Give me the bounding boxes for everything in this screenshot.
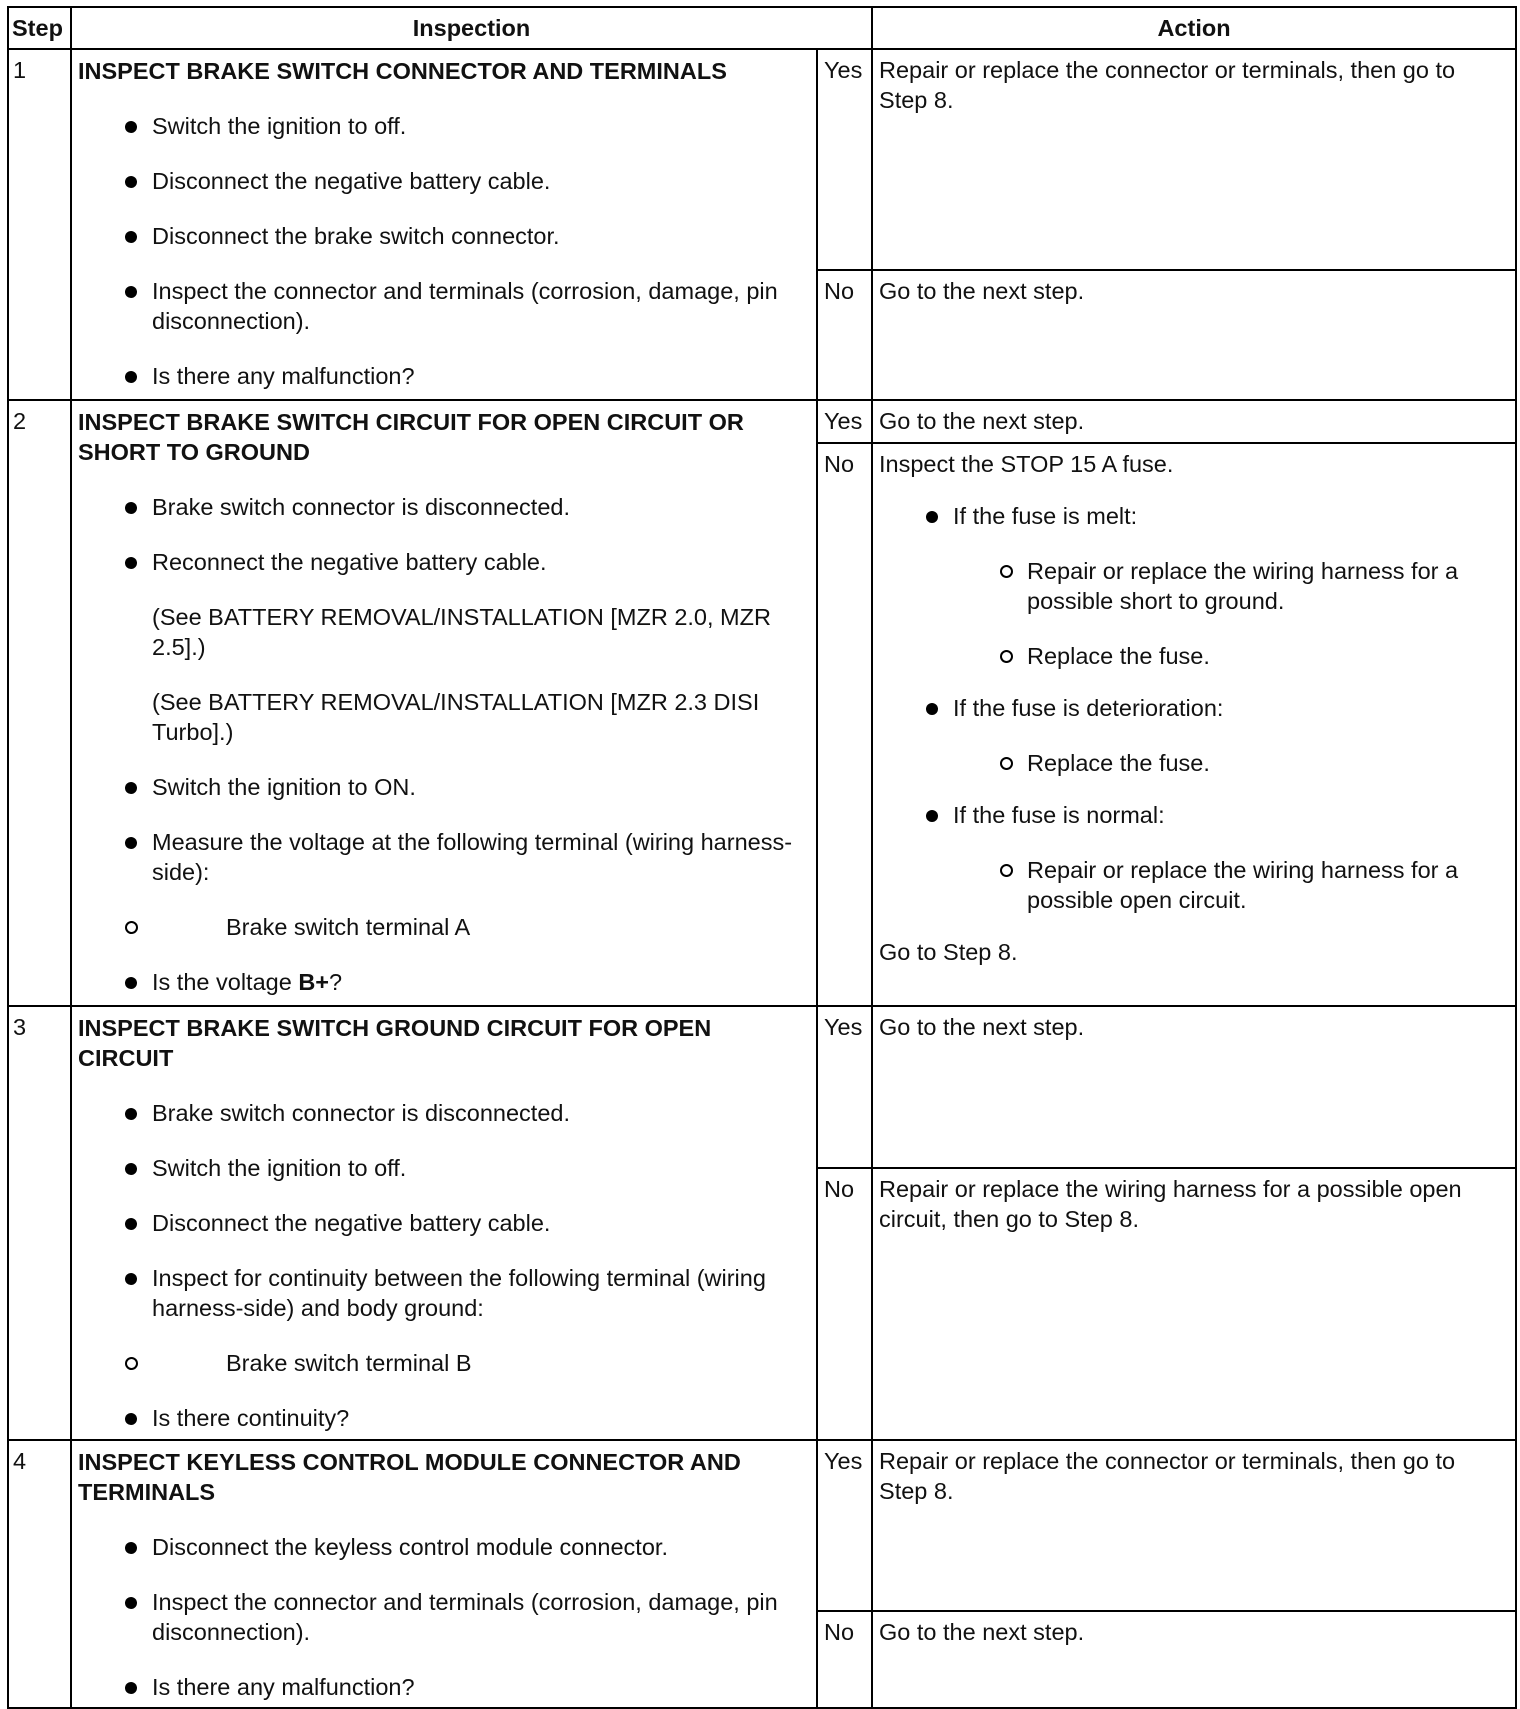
yes-action: Repair or replace the connector or terminals, then go to Step 8. bbox=[872, 49, 1516, 270]
step-4-row-yes bbox=[8, 1440, 1516, 1611]
step-inspection bbox=[71, 1440, 817, 1708]
step-inspection bbox=[71, 49, 817, 400]
step-number: 2 bbox=[8, 400, 71, 1006]
inspection-header: Inspection bbox=[71, 7, 872, 49]
inspection-bullet: Disconnect the keyless control module connector. bbox=[78, 1532, 810, 1562]
inspection-bullet: Is there continuity? bbox=[78, 1403, 810, 1433]
terminal-sub-item: Brake switch terminal B bbox=[78, 1348, 810, 1378]
yes-action: Repair or replace the connector or terminals, then go to Step 8. bbox=[872, 1440, 1516, 1611]
step-number: 4 bbox=[8, 1440, 71, 1708]
no-action: Repair or replace the wiring harness for a possible open circuit, then go to Step 8. bbox=[872, 1168, 1516, 1440]
fuse-case: If the fuse is deterioration: Replace the fuse. bbox=[879, 693, 1509, 778]
inspection-bullet: Is there any malfunction? bbox=[78, 1672, 810, 1702]
no-action bbox=[872, 443, 1516, 1006]
yes-label: Yes bbox=[817, 49, 872, 270]
inspection-bullet: Switch the ignition to ON. bbox=[78, 772, 810, 802]
yes-label: Yes bbox=[817, 400, 872, 443]
inspection-bullet: Disconnect the negative battery cable. bbox=[78, 1208, 810, 1238]
step-inspection bbox=[71, 1006, 817, 1440]
inspection-bullet: Inspect the connector and terminals (corrosion, damage, pin disconnection). bbox=[78, 1587, 810, 1647]
inspection-bullet: Switch the ignition to off. bbox=[78, 1153, 810, 1183]
inspection-bullet: Switch the ignition to off. bbox=[78, 111, 810, 141]
inspection-bullet: Brake switch connector is disconnected. bbox=[78, 1098, 810, 1128]
fuse-case: If the fuse is melt: Repair or replace the wiring harness for a possible short to ground. Replace the fuse. bbox=[879, 501, 1509, 671]
step-number: 3 bbox=[8, 1006, 71, 1440]
fuse-case-action: Repair or replace the wiring harness for a possible short to ground. bbox=[953, 556, 1509, 616]
no-label: No bbox=[817, 270, 872, 400]
inspection-table bbox=[7, 6, 1517, 1709]
fuse-case-action: Replace the fuse. bbox=[953, 641, 1509, 671]
fuse-case-action: Replace the fuse. bbox=[953, 748, 1509, 778]
yes-label: Yes bbox=[817, 1006, 872, 1168]
reference-note: (See BATTERY REMOVAL/INSTALLATION [MZR 2.0, MZR 2.5].) bbox=[152, 604, 771, 660]
no-action-tail: Go to Step 8. bbox=[879, 939, 1018, 965]
step-title: INSPECT BRAKE SWITCH CONNECTOR AND TERMINALS bbox=[78, 58, 727, 84]
inspection-bullet: Is the voltage B+? bbox=[78, 967, 810, 997]
step-2-row-yes bbox=[8, 400, 1516, 443]
header-row bbox=[8, 7, 1516, 49]
yes-action: Go to the next step. bbox=[872, 400, 1516, 443]
fuse-case: If the fuse is normal: Repair or replace the wiring harness for a possible open circuit. bbox=[879, 800, 1509, 915]
inspection-bullet: Disconnect the negative battery cable. bbox=[78, 166, 810, 196]
inspection-bullet: Brake switch connector is disconnected. bbox=[78, 492, 810, 522]
step-title: INSPECT KEYLESS CONTROL MODULE CONNECTOR AND TERMINALS bbox=[78, 1449, 741, 1505]
no-action: Go to the next step. bbox=[872, 1611, 1516, 1708]
step-number: 1 bbox=[8, 49, 71, 400]
action-header: Action bbox=[872, 7, 1516, 49]
yes-action: Go to the next step. bbox=[872, 1006, 1516, 1168]
no-label: No bbox=[817, 443, 872, 1006]
inspection-bullet: Is there any malfunction? bbox=[78, 361, 810, 391]
step-title: INSPECT BRAKE SWITCH GROUND CIRCUIT FOR OPEN CIRCUIT bbox=[78, 1015, 712, 1071]
step-header: Step bbox=[8, 7, 71, 49]
reference-note: (See BATTERY REMOVAL/INSTALLATION [MZR 2.3 DISI Turbo].) bbox=[152, 689, 760, 745]
no-label: No bbox=[817, 1168, 872, 1440]
inspection-bullet: Reconnect the negative battery cable. bbox=[78, 547, 810, 577]
yes-label: Yes bbox=[817, 1440, 872, 1611]
step-inspection bbox=[71, 400, 817, 1006]
step-1-row-yes bbox=[8, 49, 1516, 270]
step-3-row-yes bbox=[8, 1006, 1516, 1168]
terminal-sub-item: Brake switch terminal A bbox=[78, 912, 810, 942]
inspection-bullet: Inspect the connector and terminals (corrosion, damage, pin disconnection). bbox=[78, 276, 810, 336]
fuse-case-action: Repair or replace the wiring harness for a possible open circuit. bbox=[953, 855, 1509, 915]
no-action-intro: Inspect the STOP 15 A fuse. bbox=[879, 451, 1174, 477]
no-action: Go to the next step. bbox=[872, 270, 1516, 400]
inspection-bullet: Disconnect the brake switch connector. bbox=[78, 221, 810, 251]
inspection-bullet: Inspect for continuity between the following terminal (wiring harness-side) and body ground: bbox=[78, 1263, 810, 1323]
step-title: INSPECT BRAKE SWITCH CIRCUIT FOR OPEN CIRCUIT OR SHORT TO GROUND bbox=[78, 409, 744, 465]
inspection-bullet: Measure the voltage at the following terminal (wiring harness-side): bbox=[78, 827, 810, 887]
no-label: No bbox=[817, 1611, 872, 1708]
